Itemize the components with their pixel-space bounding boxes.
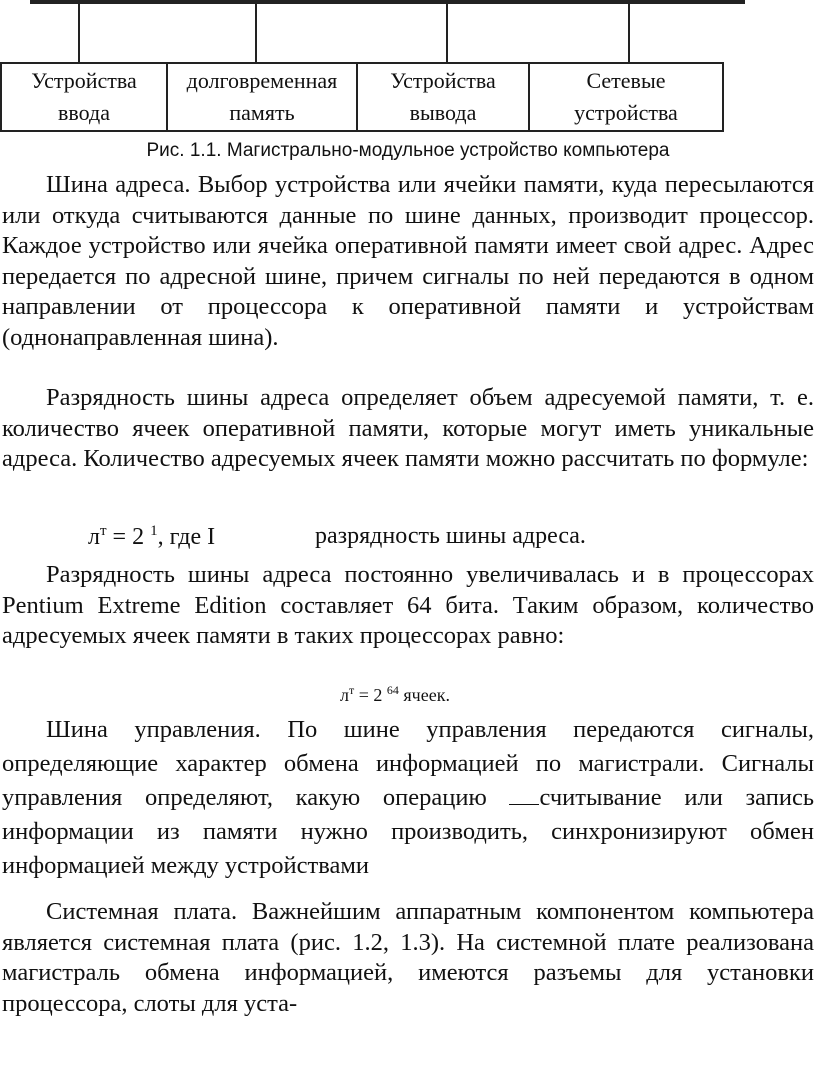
module-box-output — [356, 62, 530, 132]
bus-connector — [255, 4, 257, 62]
paragraph-motherboard: Системная плата. Важнейшим аппаратным компонентом компьютера является системная плата (рис. 1.2, 1.3). На системной плате реализована магистраль обмена информацией, имеются разъемы для установки процессора, слоты для уста- — [2, 898, 814, 1017]
bus-connector — [78, 4, 80, 62]
bus-connector — [628, 4, 630, 62]
paragraph-address-width: Разрядность шины адреса определяет объем адресуемой памяти, т. е. количество ячеек оперативной памяти, которые могут иметь уникальные адреса. Количество адресуемых ячеек памяти можно рассчитать по формуле: — [2, 384, 814, 472]
paragraph-pentium: Разрядность шины адреса постоянно увеличивалась и в процессорах Pentium Extreme Edition составляет 64 бита. Таким образом, количество адресуемых ячеек памяти в таких процессорах равно: — [2, 561, 814, 649]
box-label-line1: Устройства — [390, 68, 496, 93]
figure-caption: Рис. 1.1. Магистрально-модульное устройство компьютера — [146, 140, 670, 161]
formula-64bit: $л^т = 2$ $^{64}$ ячеек. — [340, 683, 450, 705]
box-label-line1: долговременная — [186, 68, 338, 93]
paragraph-control-bus: Шина управления. По шине управления передаются сигналы, определяющие характер обмена информацией по магистрали. Сигналы управления определяют, какую операцию считывание или запись информации из памяти нужно производить, синхронизируют обмен информацией между устройствами — [2, 716, 814, 879]
module-box-storage — [166, 62, 358, 132]
bus-connector — [446, 4, 448, 62]
module-box-input — [0, 62, 168, 132]
box-label-line2: память — [229, 100, 295, 125]
formula-description: разрядность шины адреса. — [315, 523, 586, 549]
box-label-line2: вывода — [409, 100, 477, 125]
module-box-network — [528, 62, 724, 132]
box-label-line1: Сетевые — [586, 68, 666, 93]
system-bus-line — [30, 0, 745, 4]
box-label-line2: ввода — [58, 100, 110, 125]
formula-address-count: $л^т = 2$ $^1$, где I — [88, 523, 216, 550]
box-label-line2: устройства — [574, 100, 678, 125]
paragraph-address-bus: Шина адреса. Выбор устройства или ячейки памяти, куда пересылаются или откуда считываются данные по шине данных, производит процессор. Каждое устройство или ячейка оперативной памяти имеет свой адрес. Адрес передается по адресной шине, причем сигналы по ней передаются в одном направлении от процессора к оперативной памяти и устройствам (однонаправленная шина). — [2, 171, 814, 351]
box-label-line1: Устройства — [31, 68, 137, 93]
